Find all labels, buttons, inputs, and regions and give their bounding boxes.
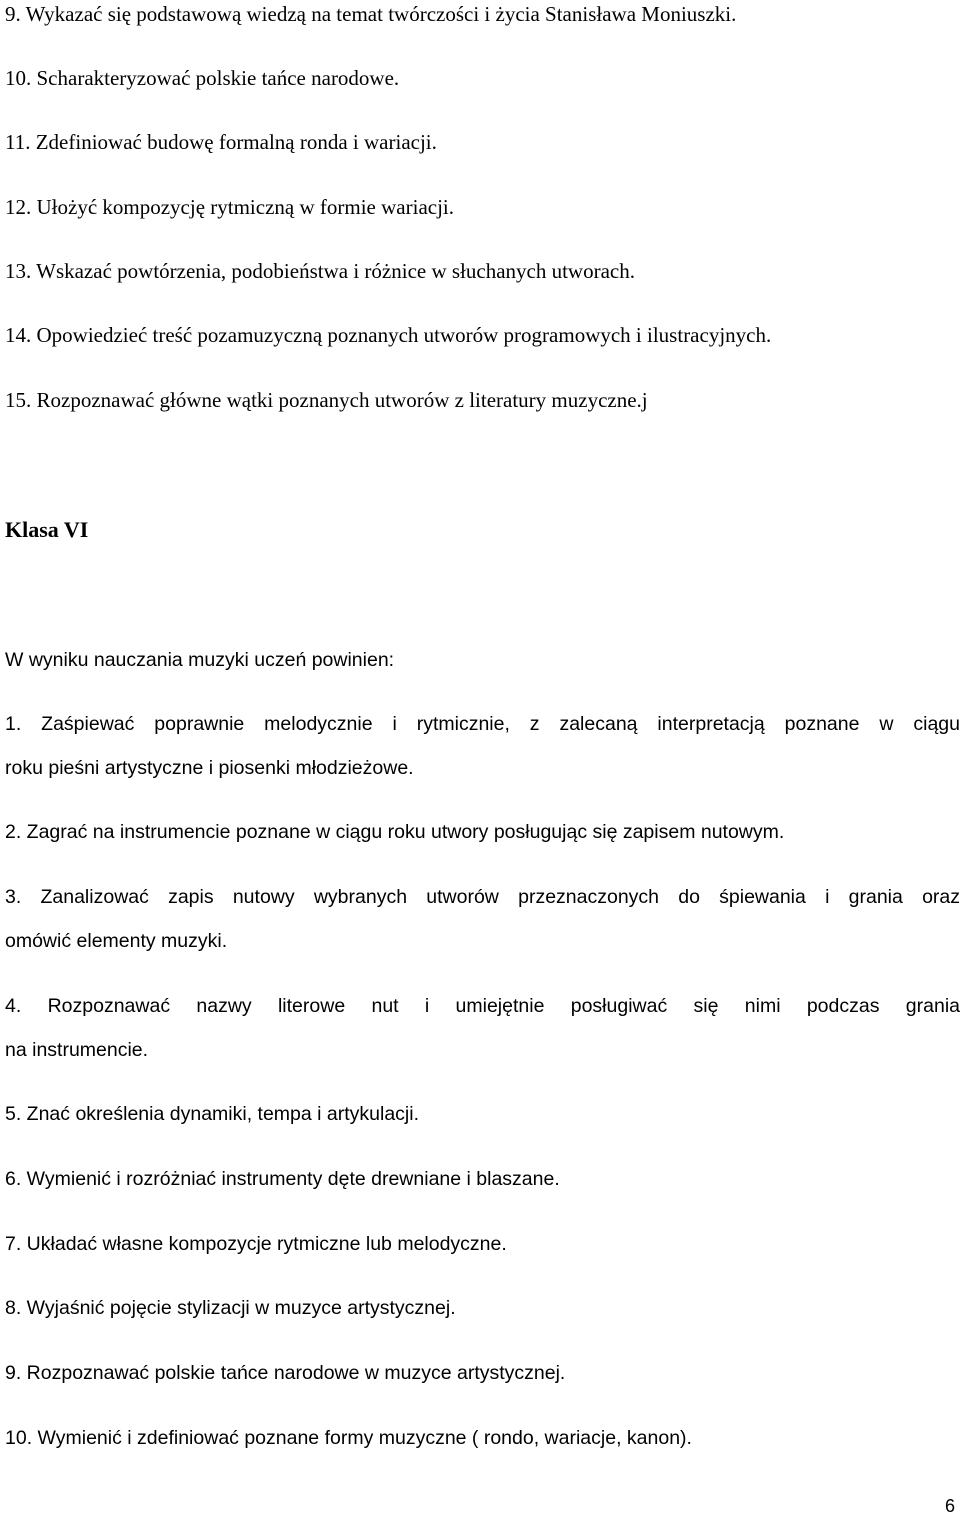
section-item-3-line-2: omówić elementy muzyki. [5,930,228,952]
section-item-6: 6. Wymienić i rozróżniać instrumenty dęte drewniane i blaszane. [5,1168,560,1190]
section-item-2: 2. Zagrać na instrumencie poznane w ciągu roku utwory posługując się zapisem nutowym. [5,821,785,843]
section-item-4-line-1: 4. Rozpoznawać nazwy literowe nut i umiejętnie posługiwać się nimi podczas grania [5,995,960,1017]
top-list-item-13: 13. Wskazać powtórzenia, podobieństwa i różnice w słuchanych utworach. [5,259,635,283]
top-list-item-12: 12. Ułożyć kompozycję rytmiczną w formie wariacji. [5,195,454,219]
section-item-10: 10. Wymienić i zdefiniować poznane formy muzyczne ( rondo, wariacje, kanon). [5,1427,692,1449]
section-item-1-line-2: roku pieśni artystyczne i piosenki młodzieżowe. [5,757,414,779]
section-item-4-line-2: na instrumencie. [5,1039,149,1061]
top-list-item-15: 15. Rozpoznawać główne wątki poznanych utworów z literatury muzyczne.j [5,388,648,412]
section-item-3-line-1: 3. Zanalizować zapis nutowy wybranych utworów przeznaczonych do śpiewania i grania oraz [5,886,960,908]
page-number: 6 [944,1496,955,1516]
section-intro: W wyniku nauczania muzyki uczeń powinien: [5,649,395,671]
section-item-5: 5. Znać określenia dynamiki, tempa i artykulacji. [5,1103,420,1125]
top-list-item-9: 9. Wykazać się podstawową wiedzą na temat twórczości i życia Stanisława Moniuszki. [5,2,737,26]
section-item-7: 7. Układać własne kompozycje rytmiczne lub melodyczne. [5,1233,507,1255]
top-list-item-11: 11. Zdefiniować budowę formalną ronda i wariacji. [5,130,437,154]
section-item-1-line-1: 1. Zaśpiewać poprawnie melodycznie i rytmicznie, z zalecaną interpretacją poznane w ciągu [5,713,960,735]
section-item-9: 9. Rozpoznawać polskie tańce narodowe w muzyce artystycznej. [5,1362,566,1384]
top-list-item-14: 14. Opowiedzieć treść pozamuzyczną poznanych utworów programowych i ilustracyjnych. [5,323,772,347]
section-heading: Klasa VI [5,517,89,542]
top-list-item-10: 10. Scharakteryzować polskie tańce narodowe. [5,66,400,90]
section-item-8: 8. Wyjaśnić pojęcie stylizacji w muzyce artystycznej. [5,1297,456,1319]
